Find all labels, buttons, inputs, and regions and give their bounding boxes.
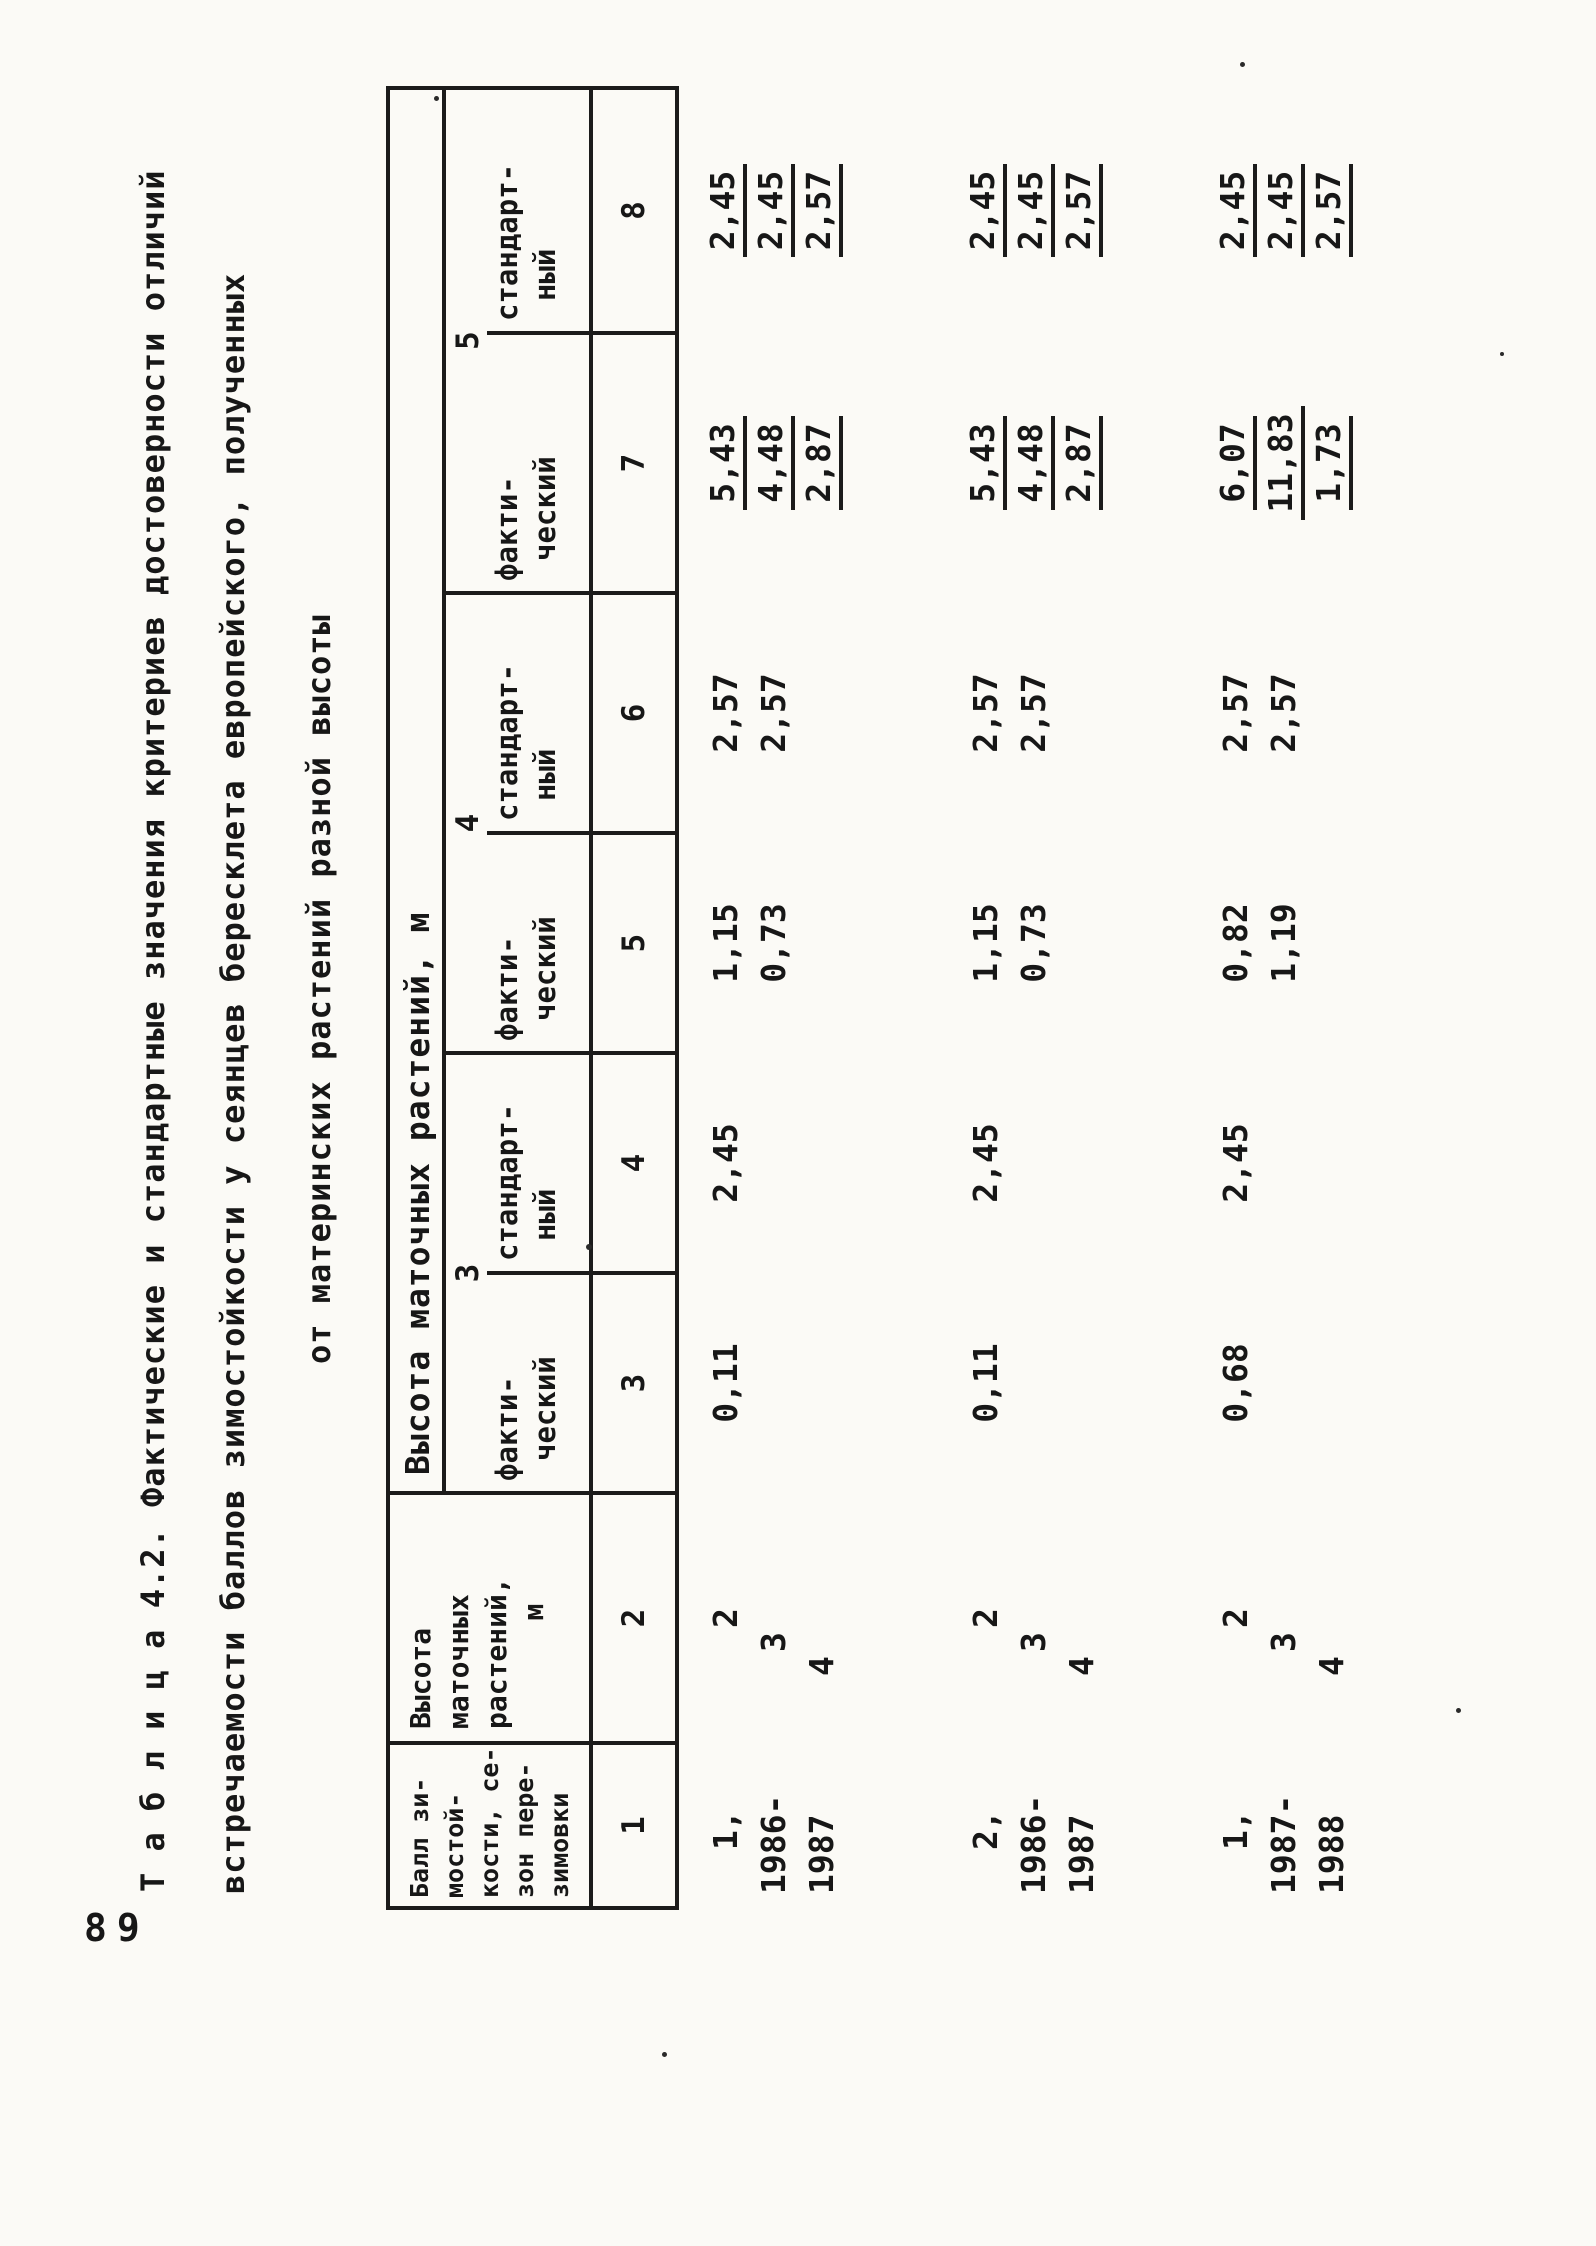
value-text: 1,19 — [1263, 903, 1303, 983]
col1-header-cell — [388, 1743, 591, 1908]
value-cell — [1307, 1273, 1355, 1493]
value-cell — [961, 1273, 1009, 1493]
value-text: 0,73 — [1013, 903, 1053, 983]
value-text: 11,83 — [1261, 406, 1305, 519]
column-number-cell: 2 — [591, 1493, 677, 1743]
value-text: 2,87 — [1059, 416, 1103, 509]
column-number-cell: 4 — [591, 1053, 677, 1273]
value-cell — [1057, 88, 1105, 333]
value-cell — [961, 333, 1009, 593]
col1-header-line: мостой- — [440, 1792, 469, 1898]
value-text: 2,45 — [963, 164, 1007, 257]
block-label-cell: 1987 — [1061, 1814, 1101, 1894]
col2-header-line: Высота — [404, 1627, 437, 1729]
row-height-cell — [1211, 1493, 1259, 1743]
value-cell — [1259, 88, 1307, 333]
column-number-cell: 6 — [591, 593, 677, 833]
subheader-line: стандарт- — [490, 663, 524, 821]
value-text: 6,07 — [1213, 416, 1257, 509]
value-cell — [1009, 833, 1057, 1053]
column-number-cell: 3 — [591, 1273, 677, 1493]
subheader-line: ческий — [527, 1356, 562, 1461]
scan-speckle — [1456, 1708, 1461, 1713]
value-cell — [701, 333, 749, 593]
value-text: 1,15 — [705, 903, 745, 983]
row-height-cell — [1307, 1493, 1355, 1743]
table-row — [701, 88, 749, 1908]
scan-speckle — [586, 1244, 592, 1250]
table-header — [388, 88, 677, 1908]
value-cell — [1307, 833, 1355, 1053]
col2-header-line: растений, — [479, 1577, 513, 1729]
value-cell — [797, 1273, 845, 1493]
table-title-line-2: встречаемости баллов зимостойкости у сеянцев бересклета европейского, полученных — [214, 272, 252, 1894]
value-cell — [701, 88, 749, 333]
table-row — [797, 88, 845, 1908]
group-title-cell: Высота маточных растений, м — [388, 88, 444, 1493]
block-label-cell: 1986- — [1013, 1794, 1053, 1894]
value-cell — [1057, 333, 1105, 593]
value-text: 1,73 — [1309, 416, 1353, 509]
gap-row — [677, 88, 701, 1908]
value-cell — [1307, 88, 1355, 333]
row-height-cell — [1259, 1493, 1307, 1743]
table-row — [961, 88, 1009, 1908]
value-cell — [1009, 333, 1057, 593]
subheader-line: ческий — [527, 456, 562, 561]
subheader-cell — [487, 1273, 591, 1493]
value-cell — [1057, 1053, 1105, 1273]
block-label-cell: 1986- — [753, 1794, 793, 1894]
table-row — [1307, 88, 1355, 1908]
table-data-body — [677, 88, 1355, 1908]
column-number-cell: 8 — [591, 88, 677, 333]
value-text: 4,48 — [751, 416, 795, 509]
subheader-line: ческий — [527, 916, 562, 1021]
value-cell — [961, 593, 1009, 833]
value-cell — [797, 88, 845, 333]
row-height-cell — [797, 1493, 845, 1743]
value-text: 5,43 — [963, 416, 1007, 509]
subheader-cell — [487, 333, 591, 593]
group-number-cell: 4 — [444, 593, 487, 1053]
value-cell — [1211, 1053, 1259, 1273]
col2-header-line: маточных — [441, 1594, 475, 1729]
value-text: 2,57 — [1263, 673, 1303, 753]
scan-speckle — [662, 2052, 667, 2057]
table-title-line-1: Т а б л и ц а 4.2. Фактические и стандартные значения критериев достоверности отличий — [134, 169, 172, 1892]
value-cell — [701, 1053, 749, 1273]
row-height-value: 4 — [1061, 1656, 1101, 1676]
value-text: 2,57 — [1215, 673, 1255, 753]
gap-cell — [677, 88, 701, 1908]
page-number: 89 — [84, 1906, 150, 1950]
block-label-cell: 1, — [1215, 1810, 1255, 1850]
row-height-value: 2 — [1215, 1608, 1255, 1628]
subheader-line: ный — [527, 248, 562, 301]
value-text: 2,45 — [751, 164, 795, 257]
block-label-cell: 1987- — [1263, 1794, 1303, 1894]
value-cell — [1259, 333, 1307, 593]
value-text: 2,57 — [1013, 673, 1053, 753]
value-cell — [701, 593, 749, 833]
table-row — [1259, 88, 1307, 1908]
value-text: 2,57 — [705, 673, 745, 753]
value-cell — [1009, 1273, 1057, 1493]
col1-header-line: Балл зи- — [405, 1777, 434, 1898]
value-text: 2,45 — [1213, 164, 1257, 257]
column-number-cell: 5 — [591, 833, 677, 1053]
row-height-cell — [1057, 1493, 1105, 1743]
value-cell — [1057, 1273, 1105, 1493]
block-label-cell: 1987 — [801, 1814, 841, 1894]
scan-speckle — [434, 96, 439, 101]
table-title-line-3: от материнских растений разной высоты — [300, 614, 338, 1364]
subheader-line: факти- — [490, 476, 524, 581]
value-text: 2,57 — [965, 673, 1005, 753]
value-cell — [1307, 333, 1355, 593]
block-label-cell: 1, — [705, 1810, 745, 1850]
group-number-cell: 3 — [444, 1053, 487, 1493]
value-cell — [1009, 1053, 1057, 1273]
subheader-cell — [487, 88, 591, 333]
value-text: 2,87 — [799, 416, 843, 509]
col1-header-line: зон пере- — [510, 1762, 539, 1898]
value-cell — [749, 333, 797, 593]
subheader-cell — [487, 833, 591, 1053]
scan-speckle — [1500, 352, 1504, 356]
value-text: 2,57 — [799, 164, 843, 257]
rotated-scan-content — [130, 40, 1460, 1920]
gap-cell — [845, 88, 961, 1908]
subheader-cell — [487, 1053, 591, 1273]
row-height-cell — [1009, 1493, 1057, 1743]
subheader-line: ный — [527, 748, 562, 801]
value-cell — [1307, 593, 1355, 833]
value-text: 0,82 — [1215, 903, 1255, 983]
value-cell — [1259, 593, 1307, 833]
subheader-line: ный — [527, 1188, 562, 1241]
value-cell — [701, 1273, 749, 1493]
value-cell — [749, 593, 797, 833]
value-text: 2,45 — [965, 1123, 1005, 1203]
gap-row — [1105, 88, 1211, 1908]
value-cell — [961, 833, 1009, 1053]
value-cell — [1211, 593, 1259, 833]
value-cell — [1307, 1053, 1355, 1273]
block-label-cell: 1988 — [1311, 1814, 1351, 1894]
col2-header-cell — [388, 1493, 591, 1743]
value-text: 2,45 — [703, 164, 747, 257]
table-row — [1009, 88, 1057, 1908]
gap-row — [845, 88, 961, 1908]
value-cell — [797, 833, 845, 1053]
row-height-value: 4 — [1311, 1656, 1351, 1676]
row-height-cell — [749, 1493, 797, 1743]
subheader-cell — [487, 593, 591, 833]
value-cell — [701, 833, 749, 1053]
value-cell — [1009, 88, 1057, 333]
value-cell — [797, 1053, 845, 1273]
column-number-cell: 7 — [591, 333, 677, 593]
col2-header-line: м — [517, 1603, 551, 1621]
value-text: 0,73 — [753, 903, 793, 983]
value-cell — [1211, 833, 1259, 1053]
row-height-value: 3 — [1013, 1632, 1053, 1652]
value-cell — [961, 88, 1009, 333]
value-cell — [1211, 333, 1259, 593]
subheader-line: факти- — [490, 1376, 524, 1481]
value-cell — [797, 333, 845, 593]
row-height-value: 3 — [1263, 1632, 1303, 1652]
value-cell — [1057, 833, 1105, 1053]
header-row-main — [388, 88, 444, 1908]
value-text: 2,45 — [1215, 1123, 1255, 1203]
column-number-cell: 1 — [591, 1743, 677, 1908]
value-text: 2,57 — [1059, 164, 1103, 257]
value-cell — [1057, 593, 1105, 833]
row-height-value: 2 — [965, 1608, 1005, 1628]
value-cell — [749, 1053, 797, 1273]
subheader-line: факти- — [490, 936, 524, 1041]
gap-cell — [1105, 88, 1211, 1908]
value-text: 2,45 — [705, 1123, 745, 1203]
value-cell — [749, 88, 797, 333]
value-cell — [749, 833, 797, 1053]
row-height-cell — [961, 1493, 1009, 1743]
value-text: 2,57 — [1309, 164, 1353, 257]
table-row — [1211, 88, 1259, 1908]
value-cell — [1211, 88, 1259, 333]
value-cell — [1259, 1053, 1307, 1273]
subheader-line: стандарт- — [490, 163, 524, 321]
table-row — [749, 88, 797, 1908]
value-text: 0,11 — [705, 1343, 745, 1423]
row-height-value: 4 — [801, 1656, 841, 1676]
value-text: 2,45 — [1011, 164, 1055, 257]
value-text: 2,57 — [753, 673, 793, 753]
value-text: 0,68 — [1215, 1343, 1255, 1423]
data-table — [386, 86, 1355, 1910]
subheader-line: стандарт- — [490, 1103, 524, 1261]
value-cell — [1009, 593, 1057, 833]
value-text: 1,15 — [965, 903, 1005, 983]
row-height-value: 3 — [753, 1632, 793, 1652]
scan-speckle — [1240, 62, 1245, 67]
group-number-cell: 5 — [444, 88, 487, 593]
value-text: 4,48 — [1011, 416, 1055, 509]
row-height-cell — [701, 1493, 749, 1743]
header-row-column-numbers — [591, 88, 677, 1908]
value-cell — [1259, 833, 1307, 1053]
value-cell — [1259, 1273, 1307, 1493]
value-cell — [797, 593, 845, 833]
value-cell — [961, 1053, 1009, 1273]
table-row — [1057, 88, 1105, 1908]
block-label-cell: 2, — [965, 1810, 1005, 1850]
value-text: 2,45 — [1261, 164, 1305, 257]
col1-header-line: кости, се- — [475, 1747, 504, 1898]
value-text: 5,43 — [703, 416, 747, 509]
value-cell — [749, 1273, 797, 1493]
row-height-value: 2 — [705, 1608, 745, 1628]
value-text: 0,11 — [965, 1343, 1005, 1423]
col1-header-line: зимовки — [545, 1792, 574, 1898]
value-cell — [1211, 1273, 1259, 1493]
